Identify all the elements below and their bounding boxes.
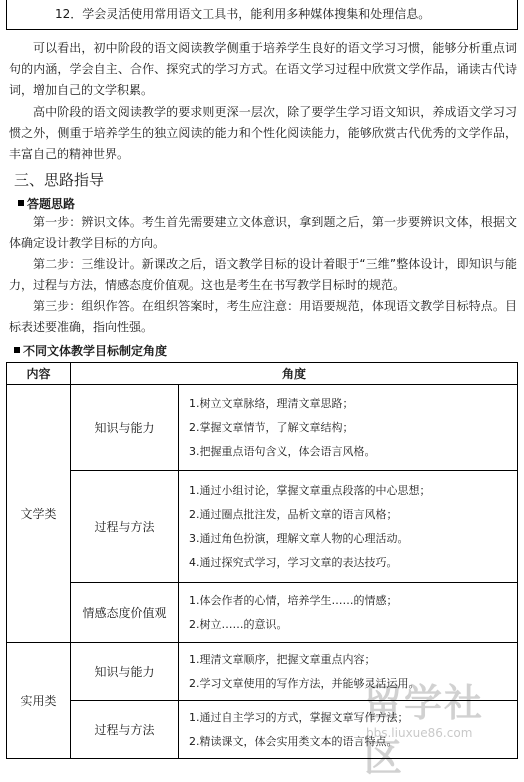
table-row (7, 643, 518, 701)
step-3: 第三步：组织作答。在组织答案时，考生应注意：用语要规范，体现语文教学目标特点。目标表述要准确，指向性强。 (9, 299, 517, 334)
items-cell: 1.通过自主学习的方式，掌握文章写作方法； 2.精读课文，体会实用类文本的语言特点。 (179, 701, 518, 759)
watermark-brand: 留学社区 (364, 681, 485, 780)
dimension-cell: 过程与方法 (71, 471, 179, 583)
header-angle: 角度 (71, 363, 518, 385)
table-row (7, 385, 518, 471)
standard-item-12: 12．学会灵活使用常用语文工具书，能利用多种媒体搜集和处理信息。 (6, 0, 518, 30)
items-cell: 1.理清文章顺序，把握文章重点内容； 2.学习文章使用的写作方法，并能够灵活运用。 (179, 643, 518, 701)
subheading-table-title: 不同文体教学目标制定角度 (14, 343, 167, 359)
section-heading: 三、思路指导 (14, 171, 105, 189)
step-2: 第二步：三维设计。新课改之后，语文教学目标的设计着眼于“三维”整体设计，即知识与能力，过程与方法，情感态度价值观。这也是考生在书写教学目标时的规范。 (9, 257, 517, 292)
subheading-answer-approach: 答题思路 (18, 196, 75, 212)
table-row (7, 471, 518, 583)
paragraph-senior: 高中阶段的语文阅读教学的要求则更深一层次，除了要学生学习语文知识，养成语文学习习惯之外，侧重于培养学生的独立阅读的能力和个性化阅读能力，能够欣赏古代优秀的文学作品，丰富自己的精神世界。 (9, 105, 517, 161)
items-cell: 1.体会作者的心情，培养学生……的情感； 2.树立……的意识。 (179, 583, 518, 643)
dimension-cell: 过程与方法 (71, 701, 179, 759)
table-row (7, 701, 518, 759)
square-bullet-icon (18, 200, 24, 206)
dimension-cell: 情感态度价值观 (71, 583, 179, 643)
items-cell: 1.树立文章脉络，理清文章思路； 2.掌握文章情节，了解文章结构； 3.把握重点语句含义，体会语言风格。 (179, 385, 518, 471)
watermark-url: bbs.liuxue86.com (366, 726, 473, 740)
dimension-cell: 知识与能力 (71, 385, 179, 471)
header-content: 内容 (7, 363, 71, 385)
items-cell: 1.通过小组讨论，掌握文章重点段落的中心思想； 2.通过圈点批注发，品析文章的语言风格； 3.通过角色扮演，理解文章人物的心理活动。 4.通过探究式学习，学习文章的表达技巧。 (179, 471, 518, 583)
dimension-cell: 知识与能力 (71, 643, 179, 701)
table-header-row (7, 363, 518, 385)
square-bullet-icon (14, 347, 20, 353)
category-practical: 实用类 (7, 643, 71, 759)
objectives-table (6, 362, 518, 759)
table-row (7, 583, 518, 643)
paragraph-junior: 可以看出，初中阶段的语文阅读教学侧重于培养学生良好的语文学习习惯，能够分析重点词句的内涵，学会自主、合作、探究式的学习方式。在语文学习过程中欣赏文学作品，诵读古代诗词，增加自己的文学积累。 (9, 41, 517, 97)
category-literary: 文学类 (7, 385, 71, 643)
step-1: 第一步：辨识文体。考生首先需要建立文体意识，拿到题之后，第一步要辨识文体，根据文体确定设计教学目标的方向。 (9, 215, 517, 250)
